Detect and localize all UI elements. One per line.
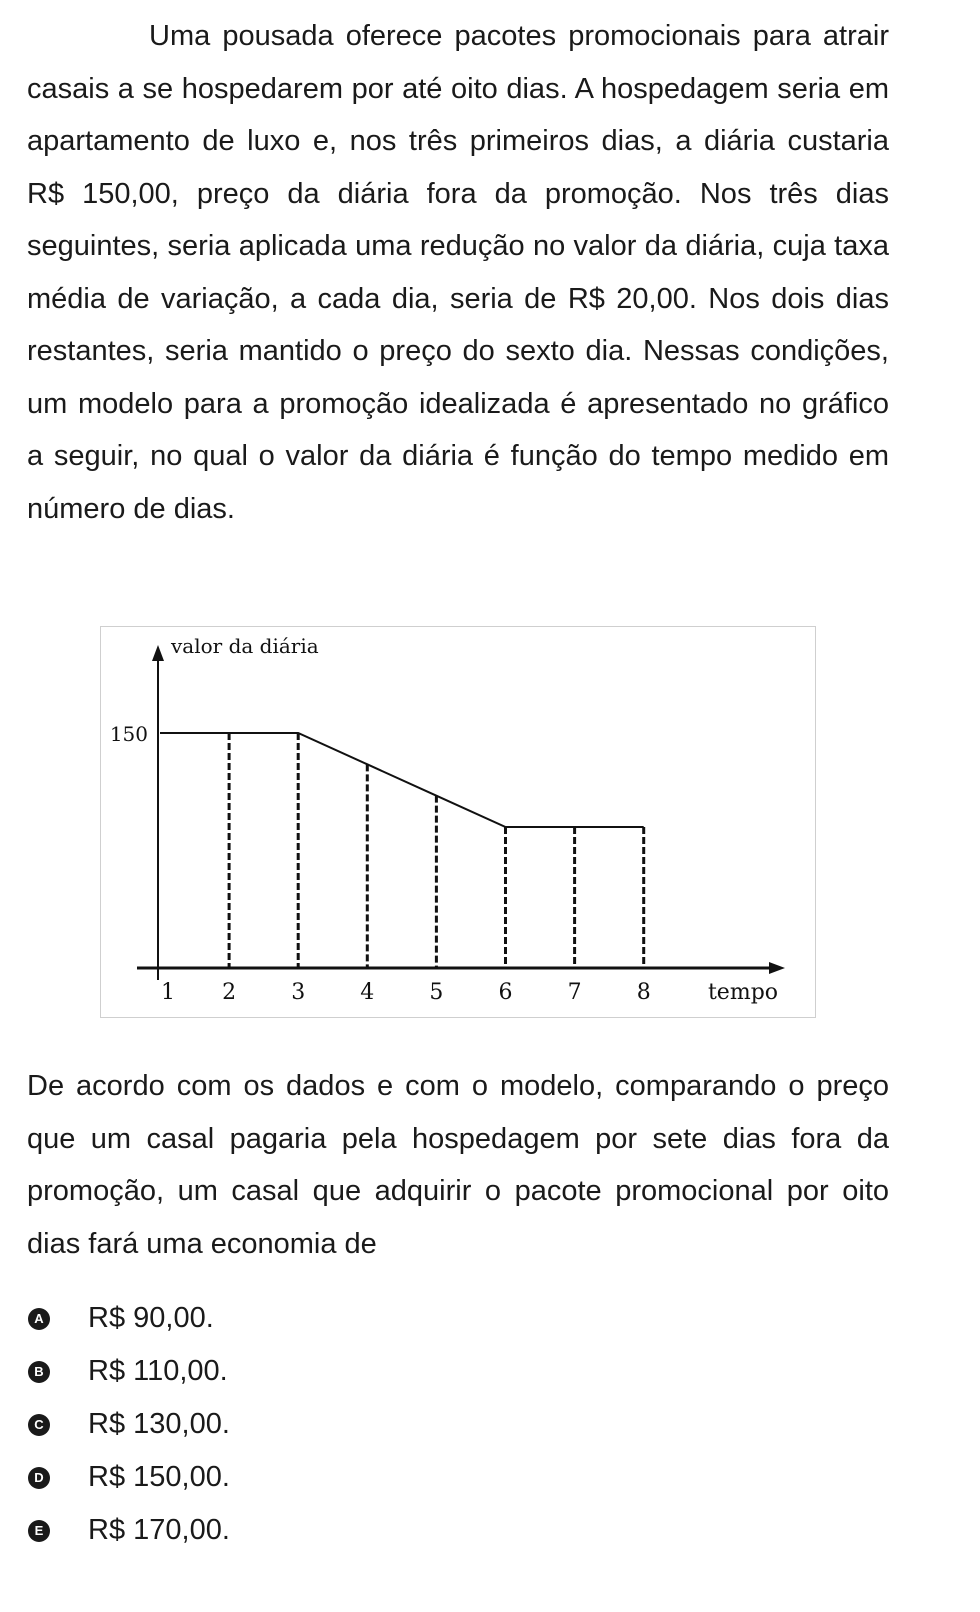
x-tick-label-8: 8	[636, 980, 651, 1005]
x-tick-label-1: 1	[161, 980, 175, 1005]
chart-axes	[137, 645, 785, 980]
x-tick-label-4: 4	[360, 980, 375, 1005]
y-axis-arrow	[152, 645, 164, 661]
series-line	[160, 733, 644, 827]
y-tick-label-150: 150	[109, 722, 148, 746]
option-d[interactable]	[28, 1451, 230, 1504]
option-e[interactable]	[28, 1504, 230, 1557]
x-tick-label-5: 5	[429, 980, 444, 1005]
option-text-d: R$ 150,00.	[88, 1461, 230, 1493]
x-tick-label-2: 2	[222, 980, 237, 1005]
chart-labels	[110, 634, 778, 1005]
option-badge-a: A	[28, 1308, 50, 1330]
x-tick-label-3: 3	[291, 980, 306, 1005]
intro-paragraph: Uma pousada oferece pacotes promocionais para atrair casais a se hospedarem por até oito dias. A hospedagem seria em apartamento de luxo e, nos três primeiros dias, a diária custaria R$ 150,00, preço da diária fora da promoção. Nos três dias seguintes, seria aplicada uma redução no valor da diária, cuja taxa média de variação, a cada dia, seria de R$ 20,00. Nos dois dias restantes, seria mantido o preço do sexto dia. Nessas condições, um modelo para a promoção idealizada é apresentado no gráfico a seguir, no qual o valor da diária é função do tempo medido em número de dias.	[27, 20, 889, 525]
option-text-b: R$ 110,00.	[88, 1355, 228, 1387]
option-a[interactable]	[28, 1292, 230, 1345]
option-text-e: R$ 170,00.	[88, 1514, 230, 1546]
chart-series	[160, 733, 644, 827]
option-badge-d: D	[28, 1467, 50, 1489]
y-axis-label: valor da diária	[171, 634, 319, 658]
x-axis-label: tempo	[707, 980, 779, 1005]
option-badge-b: B	[28, 1361, 50, 1383]
x-tick-label-6: 6	[498, 980, 513, 1005]
option-text-a: R$ 90,00.	[88, 1302, 214, 1334]
answer-options	[28, 1292, 230, 1557]
chart-drop-lines	[229, 733, 644, 968]
x-tick-label-7: 7	[567, 980, 582, 1005]
chart-svg	[101, 627, 817, 1019]
question-paragraph: De acordo com os dados e com o modelo, comparando o preço que um casal pagaria pela hospedagem por sete dias fora da promoção, um casal que adquirir o pacote promocional por oito dias fará uma economia de	[27, 1070, 889, 1260]
option-badge-e: E	[28, 1520, 50, 1542]
price-chart	[100, 626, 816, 1018]
option-badge-c: C	[28, 1414, 50, 1436]
x-axis-arrow	[769, 962, 785, 974]
option-c[interactable]	[28, 1398, 230, 1451]
option-text-c: R$ 130,00.	[88, 1408, 230, 1440]
option-b[interactable]	[28, 1345, 230, 1398]
